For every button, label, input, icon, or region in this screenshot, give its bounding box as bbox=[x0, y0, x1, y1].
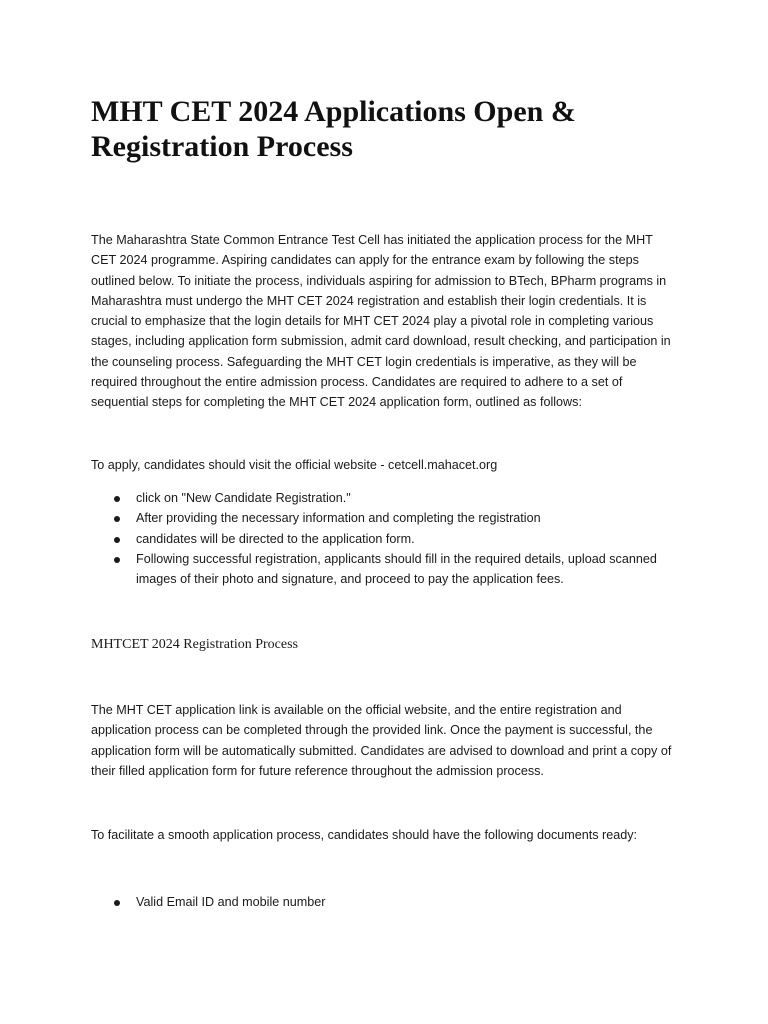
apply-instruction: To apply, candidates should visit the official website - cetcell.mahacet.org bbox=[91, 458, 498, 472]
list-item bbox=[91, 488, 681, 508]
list-item-text: After providing the necessary information and completing the registration bbox=[136, 511, 541, 526]
list-item bbox=[91, 892, 681, 912]
bullet-icon bbox=[114, 537, 120, 543]
intro-paragraph: The Maharashtra State Common Entrance Test Cell has initiated the application process for the MHT CET 2024 programme. Aspiring candidates can apply for the entrance exam by following the steps outlined below. To initiate the process, individuals aspiring for admission to BTech, BPharm programs in Maharashtra must undergo the MHT CET 2024 registration and establish their login credentials. It is crucial to emphasize that the login details for MHT CET 2024 play a pivotal role in completing various stages, including application form submission, admit card download, result checking, and participation in the counseling process. Safeguarding the MHT CET login credentials is imperative, as they will be required throughout the entire admission process. Candidates are required to adhere to a set of sequential steps for completing the MHT CET 2024 application form, outlined as follows: bbox=[91, 233, 671, 410]
bullet-icon bbox=[114, 557, 120, 563]
application-steps-list bbox=[91, 488, 681, 589]
list-item-text: Valid Email ID and mobile number bbox=[136, 895, 326, 909]
documents-list bbox=[91, 892, 681, 912]
registration-paragraph: The MHT CET application link is available on the official website, and the entire registration and application process can be completed through the provided link. Once the payment is successful, the application form will be automatically submitted. Candidates are advised to download and print a copy of their filled application form for future reference throughout the admission process. bbox=[91, 703, 672, 778]
bullet-icon bbox=[114, 516, 120, 522]
section-heading: MHTCET 2024 Registration Process bbox=[91, 637, 299, 652]
list-item bbox=[91, 549, 681, 590]
bullet-icon bbox=[114, 496, 120, 502]
page-title: MHT CET 2024 Applications Open & Registration Process bbox=[91, 95, 576, 163]
list-item-text: candidates will be directed to the application form. bbox=[136, 531, 415, 546]
bullet-icon bbox=[114, 900, 120, 906]
list-item-text: Following successful registration, applicants should fill in the required details, upload scanned images of their photo and signature, and proceed to pay the application fees. bbox=[136, 551, 657, 587]
list-item-text: click on "New Candidate Registration." bbox=[136, 491, 351, 505]
documents-intro: To facilitate a smooth application process, candidates should have the following documents ready: bbox=[91, 828, 638, 842]
list-item bbox=[91, 508, 681, 528]
list-item bbox=[91, 529, 681, 549]
